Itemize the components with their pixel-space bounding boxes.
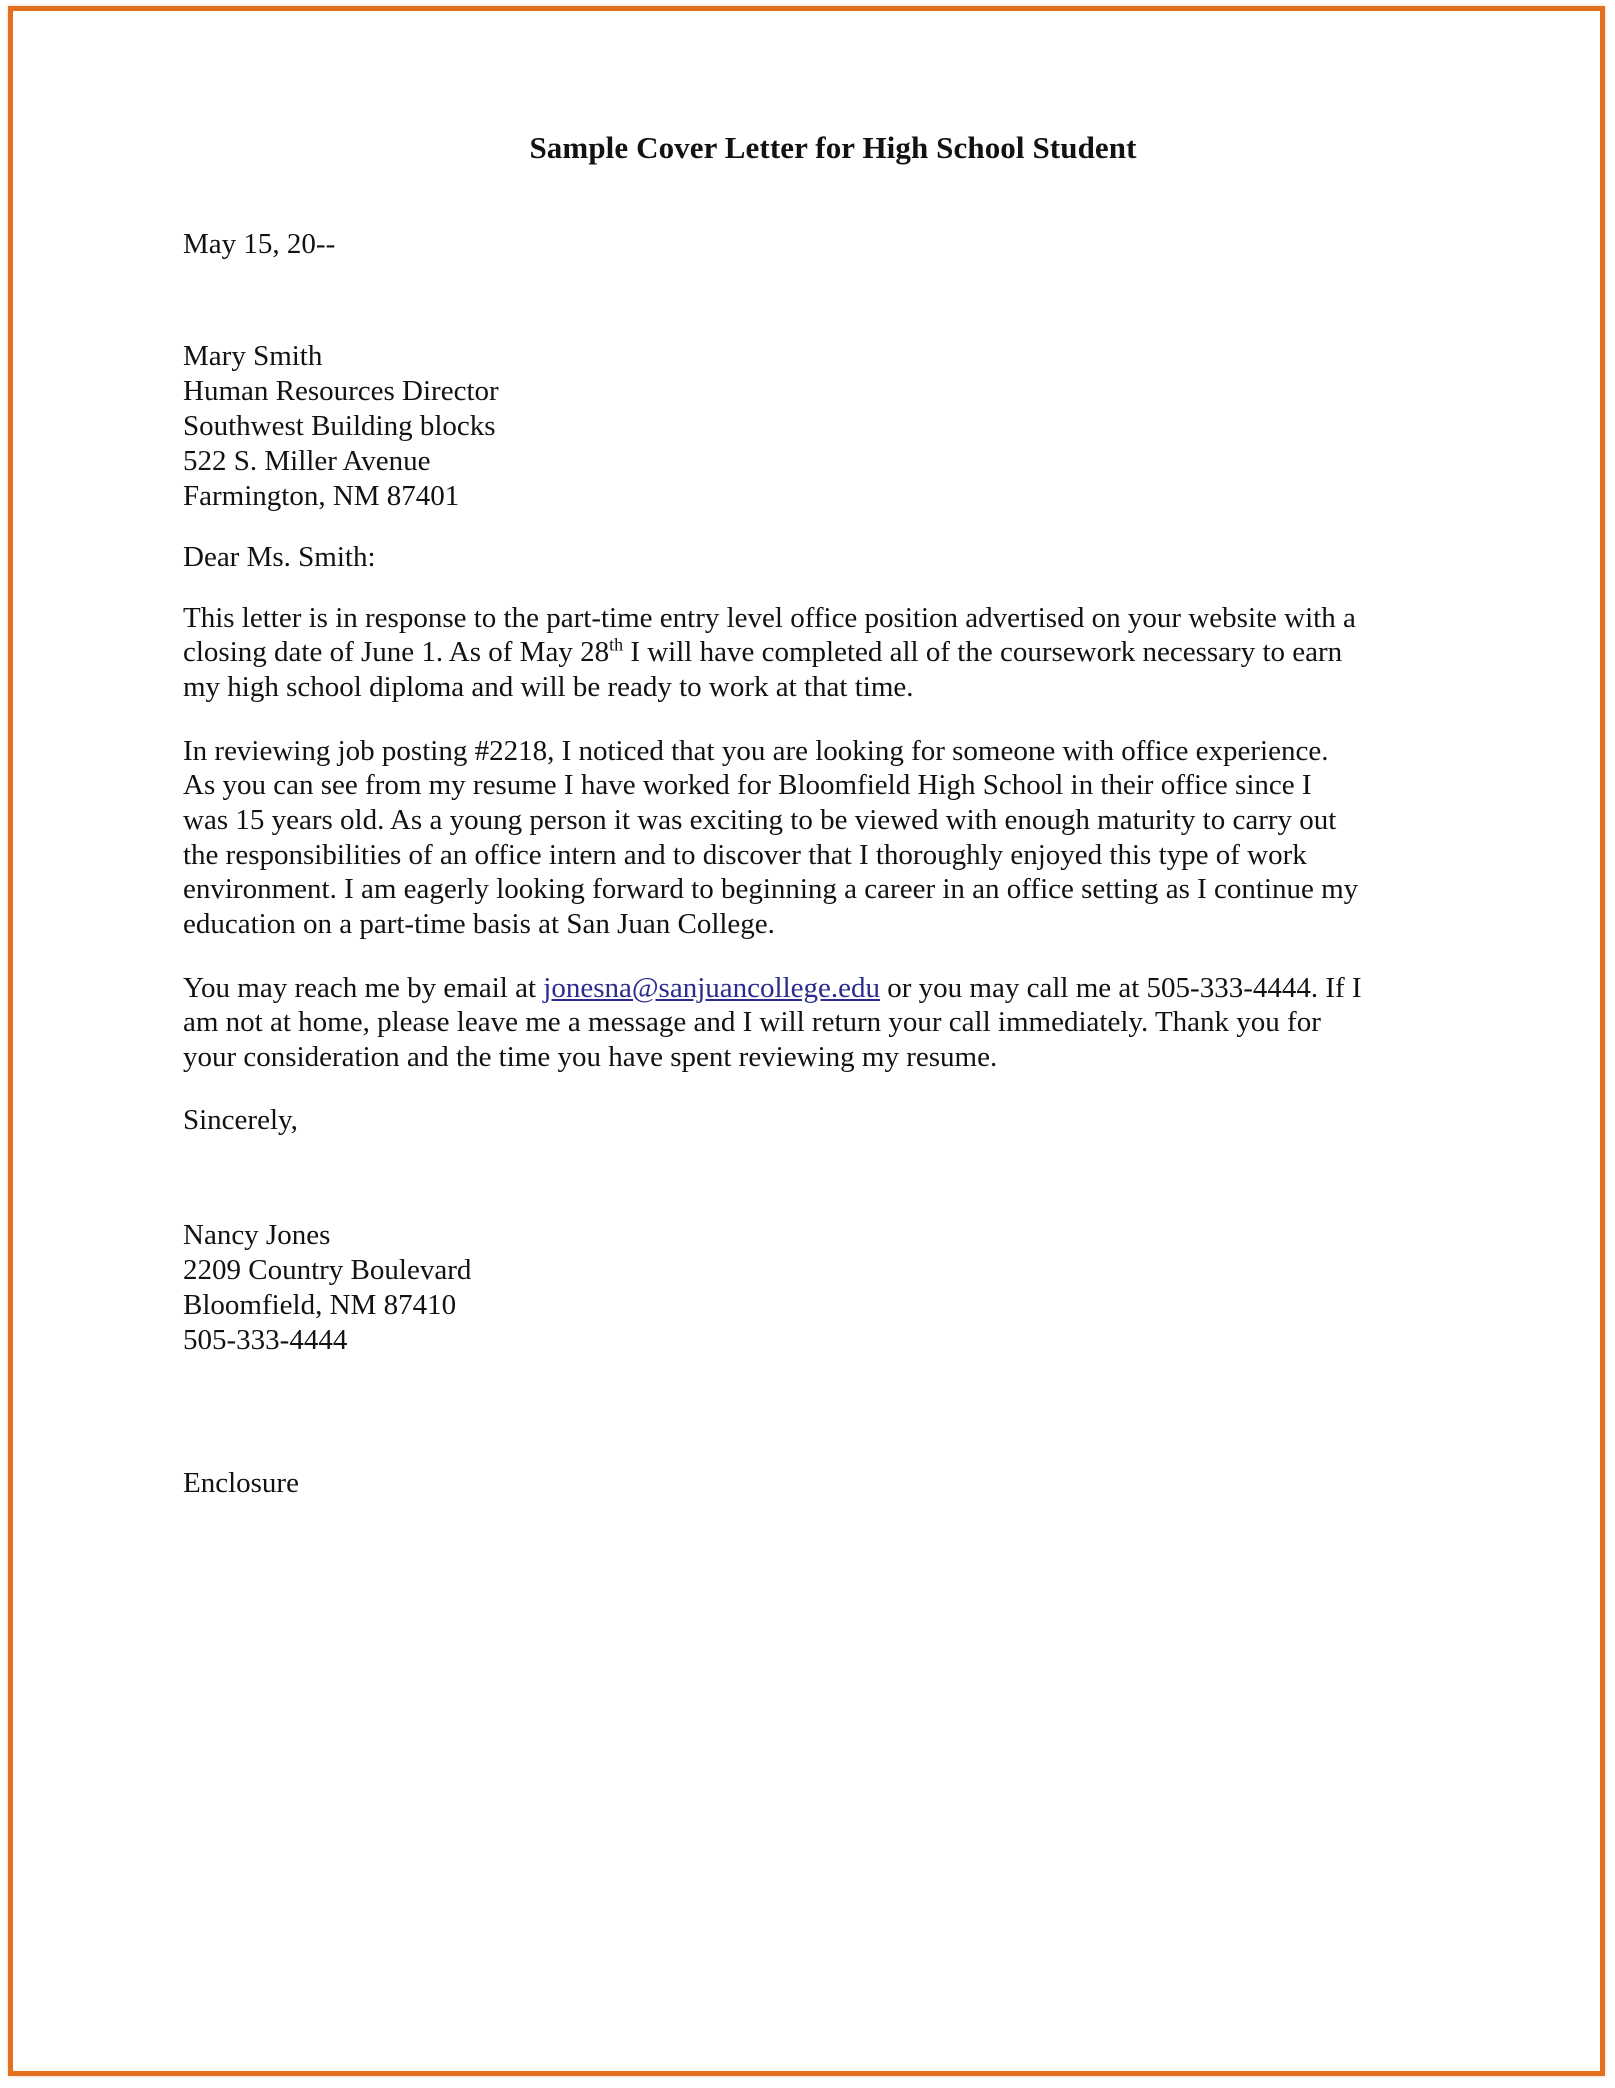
cover-letter-body [183, 131, 1363, 1501]
sender-name: Nancy Jones [183, 1219, 331, 1252]
recipient-street: 522 S. Miller Avenue [183, 445, 431, 478]
body-paragraph-2: In reviewing job posting #2218, I noticed that you are looking for someone with office experience. As you can see from my resume I have worked for Bloomfield High School in their office since I was 15 years old. As a young person it was exciting to be viewed with enough maturity to carry out the responsibilities of an office intern and to discover that I thoroughly enjoyed this type of work environment. I am eagerly looking forward to beginning a career in an office setting as I continue my education on a part-time basis at San Juan College. [183, 734, 1359, 940]
recipient-address-block [183, 339, 1363, 514]
sender-street: 2209 Country Boulevard [183, 1254, 472, 1287]
signature-address-block [183, 1218, 1363, 1358]
email-link[interactable]: jonesna@sanjuancollege.edu [543, 971, 880, 1004]
paragraph-1-text-before-superscript: This letter is in response to the part-time entry level office position advertised on your website with a closing date of June 1. As of May 28 [183, 601, 1356, 669]
page-sheet [13, 11, 1600, 2071]
sender-city-state-zip: Bloomfield, NM 87410 [183, 1289, 457, 1322]
recipient-city-state-zip: Farmington, NM 87401 [183, 480, 460, 513]
page-title: Sample Cover Letter for High School Student [529, 130, 1137, 165]
body-paragraph-3 [183, 971, 1363, 1075]
sender-phone: 505-333-4444 [183, 1324, 348, 1357]
ordinal-superscript: th [609, 634, 624, 655]
closing-salutation: Sincerely, [183, 1104, 298, 1137]
letter-date: May 15, 20-- [183, 228, 336, 261]
recipient-name: Mary Smith [183, 340, 323, 373]
paragraph-3-text-after-email: or you may call me at 505-333-4444. If I am not at home, please leave me a message and I will return your call immediately. Thank you for your consideration and the time you have spent reviewing my resume. [183, 971, 1362, 1073]
enclosure-notation: Enclosure [183, 1467, 299, 1500]
salutation: Dear Ms. Smith: [183, 541, 376, 573]
recipient-company: Southwest Building blocks [183, 410, 496, 443]
body-paragraph-1 [183, 601, 1363, 705]
page-frame-border [8, 6, 1605, 2076]
paragraph-3-text-before-email: You may reach me by email at [183, 971, 544, 1004]
recipient-job-title: Human Resources Director [183, 375, 499, 408]
paragraph-1-text-after-superscript: I will have completed all of the coursework necessary to earn my high school diploma and will be ready to work at that time. [183, 636, 1343, 704]
